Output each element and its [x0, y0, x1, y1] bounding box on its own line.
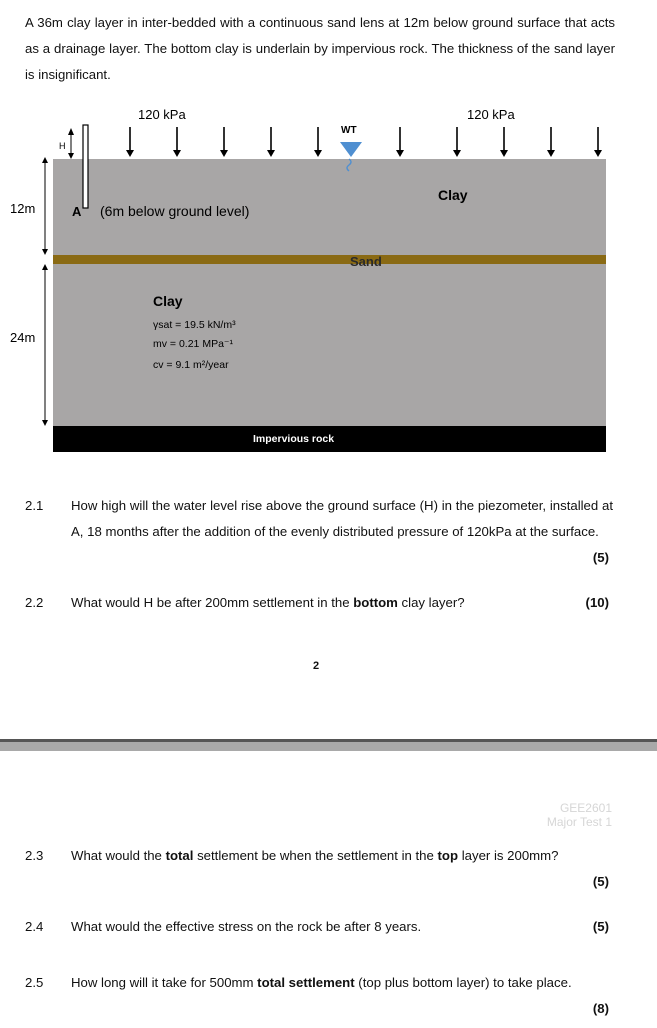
point-a-label: A	[72, 204, 82, 219]
page-divider-shadow	[0, 742, 657, 751]
load-arrows	[126, 127, 602, 157]
question-text: How long will it take for 500mm total settlement (top plus bottom layer) to take place.	[71, 975, 572, 990]
question-marks: (5)	[592, 874, 609, 889]
test-name: Major Test 1	[546, 815, 612, 829]
load-label-right: 120 kPa	[467, 107, 515, 122]
course-watermark	[547, 801, 612, 829]
question-number: 2.4	[25, 919, 44, 934]
question-2-1	[0, 493, 657, 573]
gamma-sat-value: γsat = 19.5 kN/m³	[153, 319, 236, 331]
question-number: 2.2	[25, 595, 44, 610]
question-2-4	[0, 914, 657, 940]
question-text: What would H be after 200mm settlement in the bottom clay layer?	[71, 595, 465, 610]
question-number: 2.3	[25, 848, 44, 863]
rock-label: Impervious rock	[253, 433, 335, 445]
point-a-note: (6m below ground level)	[100, 203, 250, 219]
question-marks: (5)	[592, 919, 609, 934]
emphasis-total-settlement: total settlement	[257, 975, 355, 990]
intro-paragraph: A 36m clay layer in inter-bedded with a continuous sand lens at 12m below ground surface that acts as a drainage layer. The bottom clay is underlain by impervious rock. The thickness of the sand layer is insignificant.	[25, 15, 615, 82]
emphasis-top: top	[437, 848, 459, 863]
mv-value: mv = 0.21 MPa⁻¹	[153, 338, 233, 350]
h-label: H	[59, 141, 66, 151]
question-text: What would the effective stress on the rock be after 8 years.	[71, 919, 422, 934]
sand-label: Sand	[350, 254, 382, 269]
emphasis-bottom: bottom	[353, 595, 398, 610]
bottom-clay-label: Clay	[153, 293, 183, 309]
question-number: 2.1	[25, 498, 44, 513]
question-text: What would the total settlement be when the settlement in the top layer is 200mm?	[71, 848, 559, 863]
dimension-24m-label: 24m	[10, 330, 36, 345]
bottom-clay-layer	[53, 264, 606, 426]
load-label-left: 120 kPa	[138, 107, 186, 122]
question-2-3	[0, 843, 657, 895]
wt-label: WT	[341, 125, 357, 136]
question-number: 2.5	[25, 975, 44, 990]
course-code: GEE2601	[559, 801, 612, 815]
soil-profile-diagram	[0, 95, 657, 465]
dimension-12m	[42, 157, 48, 255]
piezometer-tube	[83, 125, 88, 208]
dimension-24m	[42, 264, 48, 426]
cv-value: cv = 9.1 m²/year	[153, 359, 229, 371]
question-2-5	[0, 970, 657, 1022]
question-marks: (5)	[592, 550, 609, 565]
sand-lens	[53, 255, 606, 264]
top-clay-label: Clay	[438, 187, 468, 203]
question-2-2	[0, 590, 657, 616]
h-dimension	[68, 128, 74, 159]
question-text: How high will the water level rise above the ground surface (H) in the piezometer, installed at A, 18 months after the addition of the evenly distributed pressure of 120kPa at the surface.	[71, 498, 613, 539]
question-marks: (10)	[585, 595, 609, 610]
dimension-12m-label: 12m	[10, 201, 36, 216]
emphasis-total: total	[165, 848, 194, 863]
question-marks: (8)	[592, 1001, 609, 1016]
page-number: 2	[313, 660, 320, 672]
